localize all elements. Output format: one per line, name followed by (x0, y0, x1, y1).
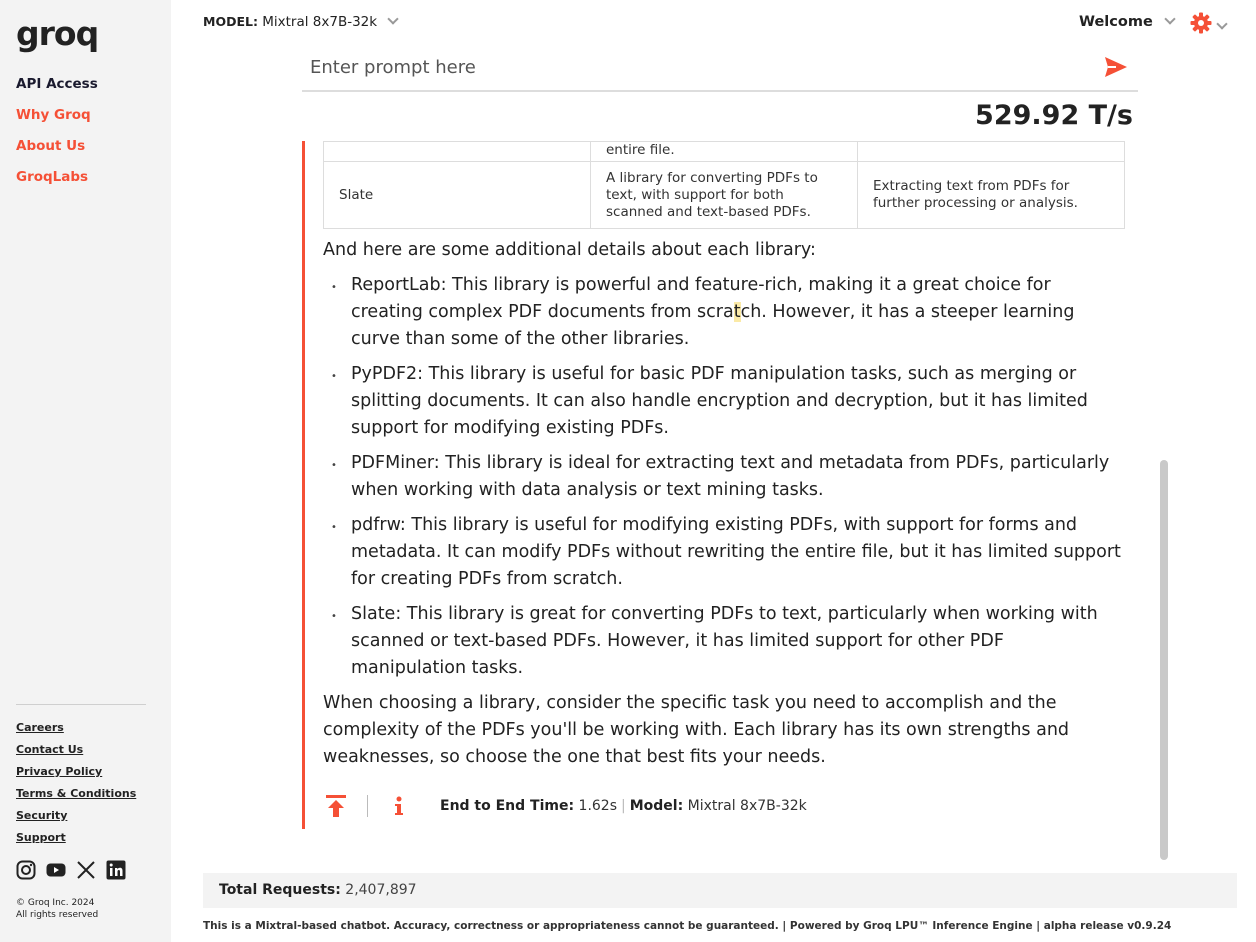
prompt-input[interactable] (302, 48, 1082, 86)
footer-links (16, 720, 136, 852)
copyright-line: © Groq Inc. 2024 (16, 898, 95, 908)
disclaimer: This is a Mixtral-based chatbot. Accuracy, correctness or appropriateness cannot be guaranteed. | Powered by Groq LPU™ Inference Engine | alpha release v0.9.24 (203, 920, 1172, 932)
table-cell (858, 142, 1125, 162)
nav-groqlabs[interactable]: GroqLabs (16, 169, 89, 185)
library-table (323, 141, 1125, 229)
table-cell: entire file. (591, 142, 858, 162)
model-selector[interactable] (203, 14, 397, 30)
response-panel (302, 141, 1138, 829)
list-item (323, 601, 1123, 682)
arrow-up-icon (325, 794, 347, 818)
list-item (323, 512, 1123, 593)
settings-button[interactable] (1190, 12, 1212, 38)
table-row (324, 162, 1125, 229)
nav-why-groq[interactable]: Why Groq (16, 107, 91, 123)
rights-line: All rights reserved (16, 910, 99, 920)
response-meta: End to End Time: 1.62s | Model: Mixtral 8x7B-32k (440, 798, 807, 814)
table-cell: Extracting text from PDFs for further processing or analysis. (858, 162, 1125, 229)
action-divider (367, 795, 368, 817)
table-cell: A library for converting PDFs to text, with support for both scanned and text-based PDFs. (591, 162, 858, 229)
nav-api-access[interactable]: API Access (16, 76, 98, 92)
meta-model-value: Mixtral 8x7B-32k (687, 798, 807, 814)
bullet-text: Slate: This library is great for converting PDFs to text, particularly when working with scanned or text-based PDFs. However, it has limited support for other PDF manipulation tasks. (351, 604, 1098, 678)
highlighted-char: t (733, 302, 741, 322)
list-item (323, 272, 1123, 353)
table-row (324, 142, 1125, 162)
settings-chevron[interactable] (1218, 16, 1226, 35)
bullet-text: PyPDF2: This library is useful for basic PDF manipulation tasks, such as merging or splitting documents. It can also handle encryption and decryption, but it has limited support for modifying existing PDFs. (351, 364, 1088, 438)
library-details-list (323, 272, 1123, 690)
chevron-down-icon (388, 13, 399, 24)
info-icon (393, 796, 405, 816)
table-cell (324, 142, 591, 162)
link-careers[interactable]: Careers (16, 721, 64, 734)
send-icon (1104, 56, 1128, 78)
total-requests-bar (203, 873, 1237, 908)
total-requests-label: Total Requests: (219, 882, 341, 898)
model-value: Mixtral 8x7B-32k (262, 14, 378, 30)
link-contact-us[interactable]: Contact Us (16, 743, 84, 756)
time-label: End to End Time: (440, 798, 575, 814)
sidebar (0, 0, 171, 942)
x-icon[interactable] (76, 860, 96, 880)
scroll-top-button[interactable] (323, 794, 349, 818)
welcome-menu[interactable] (1079, 14, 1174, 30)
model-label: MODEL: (203, 14, 258, 29)
instagram-icon[interactable] (16, 860, 36, 880)
gear-icon (1190, 12, 1212, 34)
response-intro: And here are some additional details about each library: (323, 240, 816, 260)
meta-model-label: Model: (629, 798, 684, 814)
total-requests-value: 2,407,897 (345, 882, 417, 898)
link-security[interactable]: Security (16, 809, 68, 822)
youtube-icon[interactable] (46, 860, 66, 880)
bullet-text-tail: ch. However, it has a steeper learning curve than some of the other libraries. (351, 302, 1075, 349)
link-support[interactable]: Support (16, 831, 66, 844)
linkedin-icon[interactable] (106, 860, 126, 880)
sidebar-divider (16, 704, 146, 705)
link-privacy-policy[interactable]: Privacy Policy (16, 765, 103, 778)
list-item (323, 450, 1123, 504)
chevron-down-icon (1164, 13, 1175, 24)
info-button[interactable] (386, 796, 412, 816)
scrollbar[interactable] (1160, 460, 1168, 860)
response-conclusion: When choosing a library, consider the specific task you need to accomplish and the complexity of the PDFs you'll be working with. Each library has its own strengths and weaknesses, so choose the one that best fits your needs. (323, 693, 1070, 767)
prompt-bar (302, 48, 1138, 92)
sidebar-nav (16, 75, 98, 199)
link-terms-conditions[interactable]: Terms & Conditions (16, 787, 137, 800)
bullet-text: ReportLab: This library is powerful and feature-rich, making it a great choice for creating complex PDF documents from scra (351, 275, 1051, 322)
welcome-label: Welcome (1079, 14, 1153, 30)
tokens-per-second: 529.92 T/s (975, 100, 1133, 131)
time-value: 1.62s (578, 798, 617, 814)
response-actions (323, 791, 1023, 821)
table-cell: Slate (324, 162, 591, 229)
send-button[interactable] (1104, 56, 1128, 82)
groq-logo[interactable]: groq (16, 14, 99, 53)
bullet-text: pdfrw: This library is useful for modifying existing PDFs, with support for forms and metadata. It can modify PDFs without rewriting the entire file, but it has limited support for creating PDFs from scratch. (351, 515, 1121, 589)
social-links (16, 860, 126, 880)
copyright (16, 897, 98, 921)
chevron-down-icon (1216, 18, 1227, 29)
bullet-text: PDFMiner: This library is ideal for extracting text and metadata from PDFs, particularly when working with data analysis or text mining tasks. (351, 453, 1110, 500)
list-item (323, 361, 1123, 442)
nav-about-us[interactable]: About Us (16, 138, 86, 154)
